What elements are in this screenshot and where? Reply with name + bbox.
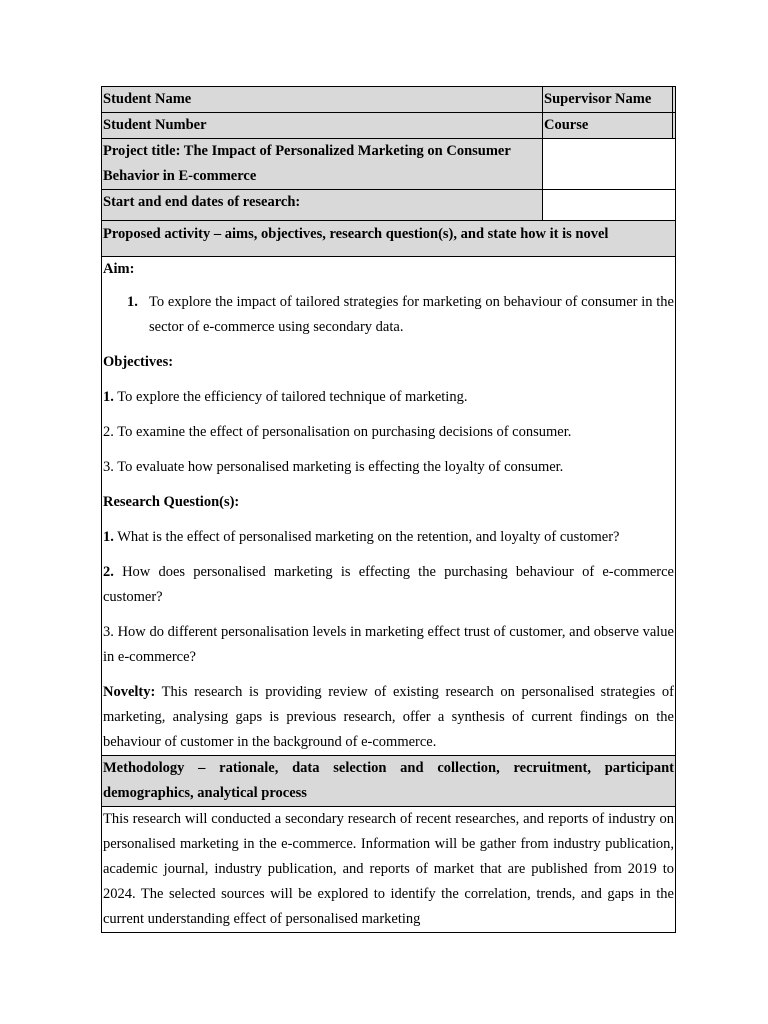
project-title: Project title: The Impact of Personalized Marketing on Consumer Behavior in E-commerce xyxy=(102,139,543,190)
methodology-heading-row xyxy=(102,756,676,807)
methodology-body-row xyxy=(102,807,676,933)
proposed-activity-body xyxy=(102,257,676,756)
project-title-value-cell xyxy=(543,139,676,190)
supervisor-name-label: Supervisor Name xyxy=(543,87,676,113)
aim-heading: Aim: xyxy=(103,261,135,277)
objectives-heading: Objectives: xyxy=(103,354,174,370)
research-question-text: 3. How do different personalisation levels in marketing effect trust of customer, and observe value in e-commerce? xyxy=(103,624,674,665)
proposed-activity-heading-row xyxy=(102,221,676,257)
research-question-item xyxy=(103,525,674,550)
objective-text: 2. To examine the effect of personalisation on purchasing decisions of consumer. xyxy=(103,424,572,440)
proposed-activity-body-row xyxy=(102,257,676,756)
student-number-label: Student Number xyxy=(102,113,543,139)
objective-item xyxy=(103,385,674,410)
course-label: Course xyxy=(543,113,676,139)
aim-item-number: 1. xyxy=(127,294,138,310)
methodology-body: This research will conducted a secondary research of recent researches, and reports of industry on personalised marketing in the e-commerce. Information will be gather from industry publication, academic journal, industry publication, and reports of market that are published from 2019 to 2024. The selected sources will be explored to identify the correlation, trends, and gaps in the current understanding effect of personalised marketing xyxy=(102,807,676,933)
objective-text: To explore the efficiency of tailored technique of marketing. xyxy=(113,389,468,405)
research-questions-heading: Research Question(s): xyxy=(103,494,240,510)
dates-row xyxy=(102,190,676,221)
aim-list xyxy=(103,290,674,340)
research-question-item xyxy=(103,560,674,610)
research-question-number: 1. xyxy=(103,529,114,545)
novelty-paragraph xyxy=(103,680,674,755)
research-question-text: What is the effect of personalised marketing on the retention, and loyalty of customer? xyxy=(113,529,620,545)
objective-item xyxy=(103,455,674,480)
student-name-label: Student Name xyxy=(102,87,543,113)
methodology-heading: Methodology – rationale, data selection and collection, recruitment, participant demographics, analytical process xyxy=(102,756,676,807)
student-name-row xyxy=(102,87,676,113)
novelty-label: Novelty: xyxy=(103,684,156,700)
research-question-item xyxy=(103,620,674,670)
project-title-row xyxy=(102,139,676,190)
research-question-text: How does personalised marketing is effecting the purchasing behaviour of e-commerce customer? xyxy=(103,564,674,605)
objective-number: 1. xyxy=(103,389,114,405)
aim-item-text: To explore the impact of tailored strategies for marketing on behaviour of consumer in the sector of e-commerce using secondary data. xyxy=(149,294,674,335)
student-number-row xyxy=(102,113,676,139)
research-proposal-form xyxy=(101,86,676,933)
objective-text: 3. To evaluate how personalised marketing is effecting the loyalty of consumer. xyxy=(103,459,564,475)
novelty-text: This research is providing review of existing research on personalised strategies of marketing, analysing gaps is previous research, offer a synthesis of current findings on the behaviour of customer in the background of e-commerce. xyxy=(103,684,674,750)
aim-item xyxy=(103,290,674,340)
proposed-activity-heading: Proposed activity – aims, objectives, research question(s), and state how it is novel xyxy=(102,221,676,257)
research-question-number: 2. xyxy=(103,564,114,580)
dates-label: Start and end dates of research: xyxy=(102,190,543,221)
dates-value-cell xyxy=(543,190,676,221)
objective-item xyxy=(103,420,674,445)
